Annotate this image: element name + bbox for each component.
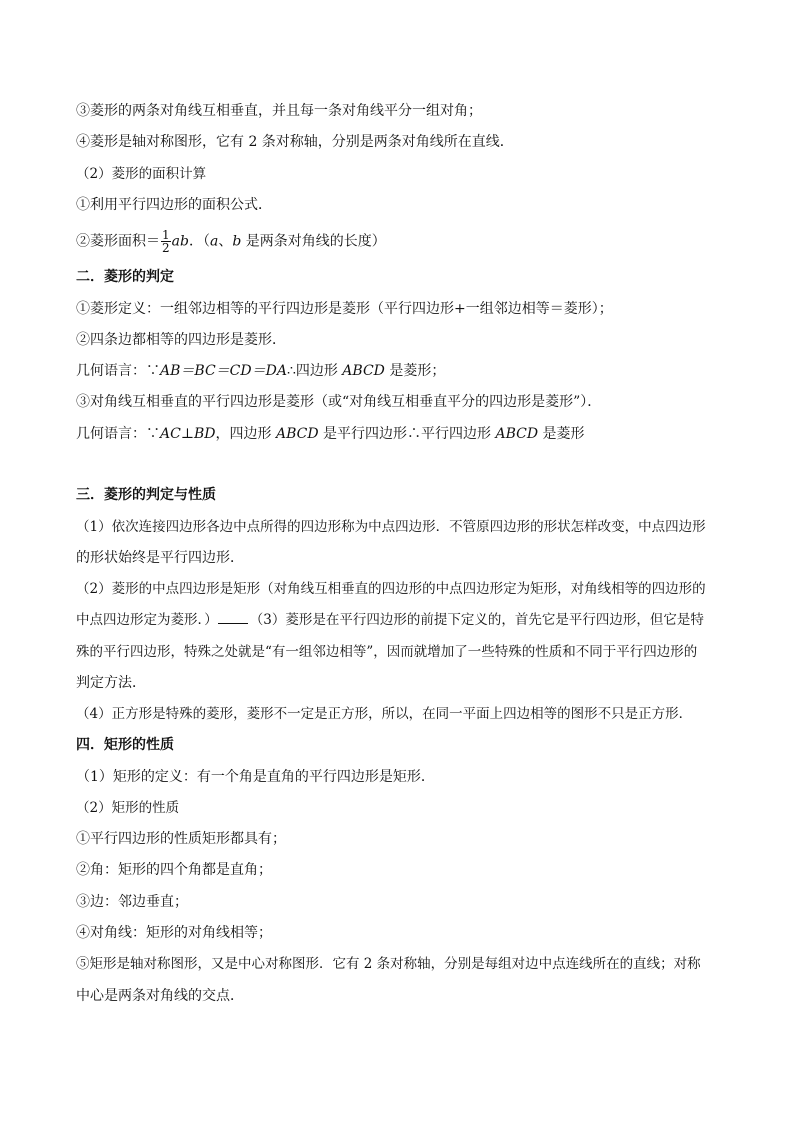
- text-part: 中点四边形定为菱形．）: [76, 612, 218, 628]
- var-a: a: [209, 233, 219, 250]
- label: 几何语言：∵: [76, 426, 160, 442]
- rectangle-property-2: ②角：矩形的四个角都是直角；: [76, 862, 272, 878]
- fraction-numerator: 1: [162, 228, 170, 242]
- midpoint-quad-1b: 的形状始终是平行四边形．: [76, 550, 244, 566]
- therefore-text: ∴四边形: [286, 363, 343, 379]
- formula-variables: ab: [171, 233, 189, 250]
- var-b: b: [232, 233, 242, 250]
- text-part: 是平行四边形∴平行四边形: [318, 426, 496, 442]
- rectangle-property-3: ③边：邻边垂直；: [76, 894, 188, 910]
- midpoint-quad-2a: （2）菱形的中点四边形是矩形（对角线互相垂直的四边形的中点四边形定为矩形，对角线相等的四边形的: [76, 581, 706, 597]
- equal-sides-expression: AB＝BC＝CD＝DA: [160, 363, 287, 379]
- rhombus-note-4: （4）正方形是特殊的菱形，菱形不一定是正方形，所以，在同一平面上四边相等的图形不只是正方形．: [76, 706, 693, 722]
- rhombus-criterion-3: ③对角线互相垂直的平行四边形是菱形（或“对角线互相垂直平分的四边形是菱形”）．: [76, 394, 602, 410]
- section-heading-4: 四．矩形的性质: [76, 737, 174, 753]
- rhombus-property-3: ③菱形的两条对角线互相垂直，并且每一条对角线平分一组对角；: [76, 103, 482, 119]
- fraction-denominator: 2: [162, 241, 170, 255]
- rhombus-property-4: ④菱形是轴对称图形，它有 2 条对称轴，分别是两条对角线所在直线．: [76, 134, 514, 150]
- conclusion: 是菱形: [538, 426, 585, 442]
- rhombus-note-3c: 判定方法．: [76, 675, 146, 691]
- rhombus-criterion-1: ①菱形定义：一组邻边相等的平行四边形是菱形（平行四边形+一组邻边相等＝菱形）；: [76, 301, 613, 317]
- midpoint-quad-1a: （1）依次连接四边形各边中点所得的四边形称为中点四边形．不管原四边形的形状怎样改变，中点四边形: [76, 519, 706, 535]
- rectangle-property-5a: ⑤矩形是轴对称图形，又是中心对称图形．它有 2 条对称轴，分别是每组对边中点连线所在的直线；对称: [76, 956, 701, 972]
- formula-paren-open: ．（: [188, 233, 210, 250]
- fraction-one-half: [161, 229, 171, 254]
- section-heading-2: 二．菱形的判定: [76, 269, 174, 285]
- rhombus-note-3b: 殊的平行四边形，特殊之处就是“有一组邻边相等”，因而就增加了一些特殊的性质和不同于平行四边形的: [76, 644, 698, 660]
- rhombus-area-heading: （2）菱形的面积计算: [76, 166, 207, 182]
- rectangle-definition: （1）矩形的定义：有一个角是直角的平行四边形是矩形．: [76, 769, 435, 785]
- rectangle-property-4: ④对角线：矩形的对角线相等；: [76, 925, 272, 941]
- text-part: ，四边形: [215, 426, 276, 442]
- rectangle-property-5b: 中心是两条对角线的交点．: [76, 988, 244, 1004]
- quad-name: ABCD: [275, 426, 319, 442]
- geometry-language-2: [76, 424, 726, 444]
- separator: 、: [218, 233, 233, 250]
- blank-underline: [218, 611, 248, 624]
- perpendicular-expression: AC⊥BD: [160, 426, 216, 442]
- text-part: （3）菱形是在平行四边形的前提下定义的，首先它是平行四边形，但它是特: [249, 612, 704, 628]
- midpoint-quad-2b: [76, 610, 726, 630]
- quad-name: ABCD: [495, 426, 539, 442]
- formula-prefix: ②菱形面积＝: [76, 233, 160, 250]
- rhombus-criterion-2: ②四条边都相等的四边形是菱形．: [76, 332, 286, 348]
- section-heading-3: 三．菱形的判定与性质: [76, 487, 216, 503]
- rhombus-area-formula: [76, 229, 726, 254]
- label: 几何语言：∵: [76, 363, 160, 379]
- geometry-language-1: [76, 361, 726, 381]
- rhombus-area-method-1: ①利用平行四边形的面积公式．: [76, 197, 272, 213]
- quad-name: ABCD: [342, 363, 385, 379]
- rectangle-property-1: ①平行四边形的性质矩形都具有；: [76, 831, 286, 847]
- formula-note: 是两条对角线的长度）: [241, 233, 386, 250]
- rectangle-properties-heading: （2）矩形的性质: [76, 800, 180, 816]
- conclusion: 是菱形；: [384, 363, 446, 379]
